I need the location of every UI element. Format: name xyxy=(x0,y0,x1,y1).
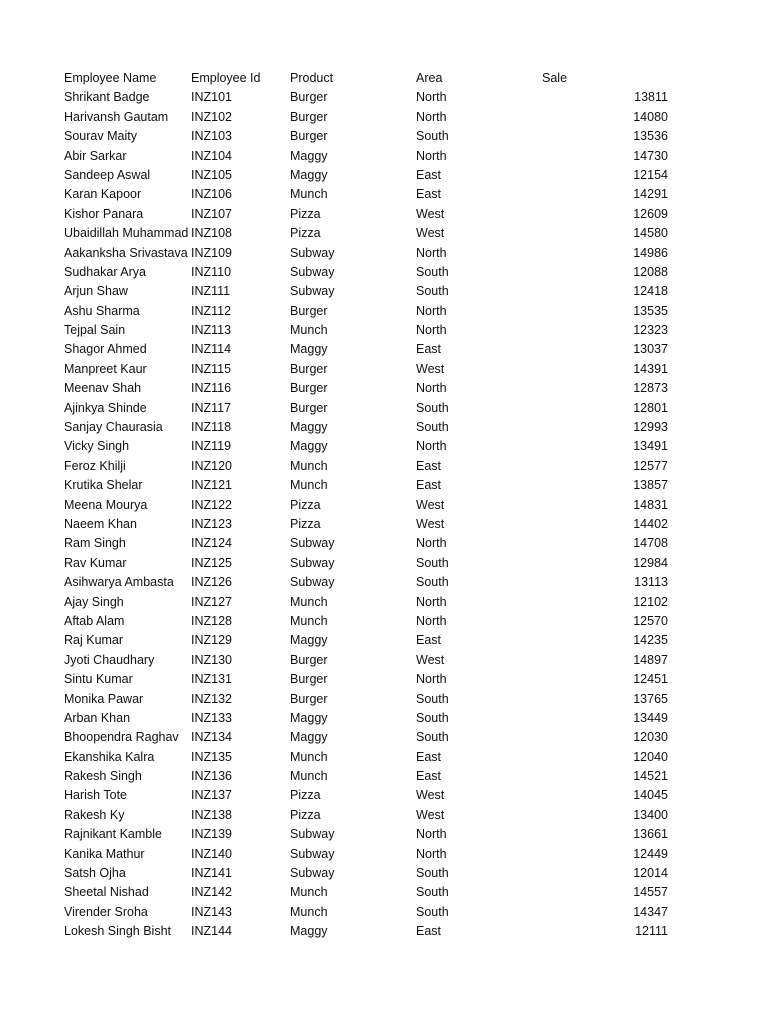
cell-product: Munch xyxy=(290,769,328,784)
cell-employee-id: INZ119 xyxy=(191,439,232,454)
cell-product: Pizza xyxy=(290,516,321,531)
cell-employee-name: Sintu Kumar xyxy=(64,672,133,687)
table-row xyxy=(64,728,704,747)
cell-employee-name: Ashu Sharma xyxy=(64,303,140,318)
table-row xyxy=(64,573,704,592)
cell-employee-id: INZ122 xyxy=(191,497,232,512)
table-row xyxy=(64,903,704,922)
cell-area: West xyxy=(416,226,445,241)
cell-employee-name: Sandeep Aswal xyxy=(64,167,151,182)
cell-sale: 14235 xyxy=(633,633,668,648)
cell-employee-id: INZ103 xyxy=(191,129,232,144)
cell-employee-id: INZ131 xyxy=(191,672,232,687)
cell-sale: 13535 xyxy=(633,303,668,318)
cell-employee-name: Aakanksha Srivastava xyxy=(64,245,188,260)
cell-sale: 12088 xyxy=(633,264,668,279)
cell-product: Pizza xyxy=(290,807,321,822)
cell-product: Pizza xyxy=(290,788,321,803)
table-row xyxy=(64,883,704,902)
cell-employee-id: INZ128 xyxy=(191,613,232,628)
table-row xyxy=(64,147,704,166)
cell-employee-name: Aftab Alam xyxy=(64,613,125,628)
table-row xyxy=(64,593,704,612)
cell-product: Burger xyxy=(290,652,328,667)
cell-employee-name: Meenav Shah xyxy=(64,381,142,396)
cell-employee-name: Sanjay Chaurasia xyxy=(64,420,163,435)
cell-area: North xyxy=(416,148,447,163)
cell-employee-name: Ekanshika Kalra xyxy=(64,749,155,764)
table-row xyxy=(64,399,704,418)
cell-employee-id: INZ135 xyxy=(191,749,232,764)
cell-sale: 12418 xyxy=(633,284,668,299)
cell-employee-name: Arban Khan xyxy=(64,710,131,725)
cell-employee-name: Harish Tote xyxy=(64,788,127,803)
cell-product: Munch xyxy=(290,478,328,493)
cell-employee-name: Raj Kumar xyxy=(64,633,124,648)
cell-employee-id: INZ130 xyxy=(191,652,232,667)
cell-area: South xyxy=(416,904,449,919)
cell-sale: 14730 xyxy=(633,148,668,163)
cell-sale: 14831 xyxy=(633,497,668,512)
cell-employee-name: Karan Kapoor xyxy=(64,187,142,202)
table-row xyxy=(64,748,704,767)
cell-employee-id: INZ139 xyxy=(191,827,232,842)
table-row xyxy=(64,612,704,631)
cell-employee-id: INZ129 xyxy=(191,633,232,648)
cell-sale: 13449 xyxy=(633,710,668,725)
cell-employee-name: Jyoti Chaudhary xyxy=(64,652,155,667)
table-row xyxy=(64,496,704,515)
cell-sale: 12102 xyxy=(633,594,668,609)
cell-sale: 14080 xyxy=(633,109,668,124)
cell-area: North xyxy=(416,381,447,396)
table-row xyxy=(64,205,704,224)
cell-product: Burger xyxy=(290,129,328,144)
table-row xyxy=(64,670,704,689)
cell-area: West xyxy=(416,206,445,221)
cell-area: West xyxy=(416,361,445,376)
cell-employee-name: Meena Mourya xyxy=(64,497,148,512)
cell-sale: 12030 xyxy=(633,730,668,745)
cell-area: North xyxy=(416,323,447,338)
cell-product: Maggy xyxy=(290,633,328,648)
cell-employee-id: INZ118 xyxy=(191,420,232,435)
header-employee-name: Employee Name xyxy=(64,71,157,85)
cell-employee-id: INZ101 xyxy=(191,90,232,105)
cell-employee-name: Asihwarya Ambasta xyxy=(64,575,174,590)
cell-employee-name: Ram Singh xyxy=(64,536,126,551)
cell-sale: 12111 xyxy=(635,924,668,939)
cell-area: North xyxy=(416,303,447,318)
cell-sale: 12154 xyxy=(633,167,668,182)
cell-employee-name: Sheetal Nishad xyxy=(64,885,149,900)
cell-sale: 14708 xyxy=(633,536,668,551)
cell-employee-name: Ajinkya Shinde xyxy=(64,400,147,415)
cell-product: Maggy xyxy=(290,148,328,163)
table-row xyxy=(64,244,704,263)
cell-area: South xyxy=(416,264,449,279)
cell-employee-name: Shrikant Badge xyxy=(64,90,150,105)
cell-employee-id: INZ134 xyxy=(191,730,232,745)
cell-sale: 12449 xyxy=(633,846,668,861)
cell-employee-id: INZ142 xyxy=(191,885,232,900)
cell-employee-name: Satsh Ojha xyxy=(64,866,126,881)
cell-sale: 13661 xyxy=(633,827,668,842)
cell-area: South xyxy=(416,710,449,725)
cell-employee-name: Harivansh Gautam xyxy=(64,109,169,124)
cell-employee-name: Shagor Ahmed xyxy=(64,342,147,357)
cell-product: Burger xyxy=(290,691,328,706)
cell-area: North xyxy=(416,90,447,105)
cell-sale: 13811 xyxy=(634,90,668,105)
cell-product: Maggy xyxy=(290,439,328,454)
cell-employee-id: INZ138 xyxy=(191,807,232,822)
table-row xyxy=(64,515,704,534)
cell-sale: 14986 xyxy=(633,245,668,260)
table-row xyxy=(64,806,704,825)
cell-product: Subway xyxy=(290,536,335,551)
cell-area: North xyxy=(416,672,447,687)
cell-employee-id: INZ136 xyxy=(191,769,232,784)
cell-employee-id: INZ121 xyxy=(191,478,232,493)
table-row xyxy=(64,321,704,340)
cell-sale: 14347 xyxy=(633,904,668,919)
cell-employee-name: Monika Pawar xyxy=(64,691,144,706)
table-row xyxy=(64,437,704,456)
cell-area: North xyxy=(416,536,447,551)
cell-product: Munch xyxy=(290,187,328,202)
cell-product: Pizza xyxy=(290,226,321,241)
cell-product: Munch xyxy=(290,613,328,628)
cell-employee-name: Arjun Shaw xyxy=(64,284,128,299)
cell-sale: 12577 xyxy=(633,458,668,473)
cell-employee-id: INZ106 xyxy=(191,187,232,202)
cell-employee-id: INZ143 xyxy=(191,904,232,919)
cell-area: East xyxy=(416,187,442,202)
cell-product: Munch xyxy=(290,885,328,900)
cell-area: West xyxy=(416,807,445,822)
cell-area: South xyxy=(416,885,449,900)
cell-product: Munch xyxy=(290,594,328,609)
cell-employee-name: Bhoopendra Raghav xyxy=(64,730,179,745)
cell-employee-id: INZ125 xyxy=(191,555,232,570)
cell-employee-name: Ubaidillah Muhammad xyxy=(64,226,188,241)
cell-employee-id: INZ107 xyxy=(191,206,232,221)
cell-employee-name: Rakesh Singh xyxy=(64,769,142,784)
cell-product: Pizza xyxy=(290,497,321,512)
cell-sale: 13857 xyxy=(633,478,668,493)
cell-sale: 14580 xyxy=(633,226,668,241)
cell-area: South xyxy=(416,129,449,144)
table-row xyxy=(64,845,704,864)
cell-employee-id: INZ123 xyxy=(191,516,232,531)
table-row xyxy=(64,166,704,185)
cell-product: Munch xyxy=(290,458,328,473)
cell-area: East xyxy=(416,924,442,939)
table-row xyxy=(64,379,704,398)
cell-product: Munch xyxy=(290,749,328,764)
cell-employee-name: Kanika Mathur xyxy=(64,846,145,861)
cell-sale: 13765 xyxy=(633,691,668,706)
table-row xyxy=(64,767,704,786)
cell-sale: 14521 xyxy=(633,769,668,784)
cell-product: Subway xyxy=(290,575,335,590)
cell-product: Munch xyxy=(290,323,328,338)
cell-product: Maggy xyxy=(290,420,328,435)
cell-product: Subway xyxy=(290,827,335,842)
cell-sale: 14291 xyxy=(633,187,668,202)
cell-area: South xyxy=(416,575,449,590)
cell-product: Subway xyxy=(290,264,335,279)
table-row xyxy=(64,418,704,437)
cell-area: East xyxy=(416,342,442,357)
cell-area: West xyxy=(416,788,445,803)
cell-employee-id: INZ105 xyxy=(191,167,232,182)
table-row xyxy=(64,302,704,321)
cell-employee-id: INZ127 xyxy=(191,594,232,609)
cell-area: North xyxy=(416,846,447,861)
cell-employee-id: INZ104 xyxy=(191,148,232,163)
cell-product: Maggy xyxy=(290,710,328,725)
cell-sale: 12984 xyxy=(633,555,668,570)
cell-employee-name: Rav Kumar xyxy=(64,555,127,570)
cell-sale: 12873 xyxy=(633,381,668,396)
cell-employee-name: Sudhakar Arya xyxy=(64,264,146,279)
cell-area: North xyxy=(416,613,447,628)
cell-employee-id: INZ108 xyxy=(191,226,232,241)
cell-employee-id: INZ102 xyxy=(191,109,232,124)
cell-employee-name: Rajnikant Kamble xyxy=(64,827,162,842)
cell-sale: 12609 xyxy=(633,206,668,221)
table-row xyxy=(64,108,704,127)
cell-sale: 13113 xyxy=(634,575,668,590)
cell-sale: 12323 xyxy=(633,323,668,338)
cell-sale: 13037 xyxy=(633,342,668,357)
table-row xyxy=(64,864,704,883)
header-product: Product xyxy=(290,71,334,85)
cell-employee-id: INZ140 xyxy=(191,846,232,861)
cell-area: North xyxy=(416,594,447,609)
cell-area: South xyxy=(416,555,449,570)
cell-employee-name: Vicky Singh xyxy=(64,439,130,454)
cell-product: Maggy xyxy=(290,730,328,745)
cell-sale: 12040 xyxy=(633,749,668,764)
table-row xyxy=(64,127,704,146)
cell-area: North xyxy=(416,827,447,842)
cell-employee-name: Ajay Singh xyxy=(64,594,124,609)
cell-area: East xyxy=(416,478,442,493)
cell-employee-id: INZ114 xyxy=(191,342,232,357)
cell-area: South xyxy=(416,420,449,435)
cell-area: West xyxy=(416,652,445,667)
cell-area: West xyxy=(416,497,445,512)
cell-area: South xyxy=(416,866,449,881)
cell-employee-name: Feroz Khilji xyxy=(64,458,126,473)
table-row xyxy=(64,185,704,204)
cell-employee-name: Lokesh Singh Bisht xyxy=(64,924,172,939)
table-row xyxy=(64,340,704,359)
cell-sale: 14402 xyxy=(633,516,668,531)
cell-sale: 14045 xyxy=(633,788,668,803)
cell-area: West xyxy=(416,516,445,531)
cell-product: Burger xyxy=(290,303,328,318)
cell-employee-id: INZ115 xyxy=(191,361,232,376)
cell-product: Maggy xyxy=(290,167,328,182)
cell-employee-name: Sourav Maity xyxy=(64,129,137,144)
table-row xyxy=(64,263,704,282)
table-row xyxy=(64,224,704,243)
cell-area: North xyxy=(416,245,447,260)
cell-area: North xyxy=(416,439,447,454)
cell-product: Maggy xyxy=(290,342,328,357)
table-row xyxy=(64,554,704,573)
cell-product: Subway xyxy=(290,846,335,861)
cell-employee-id: INZ111 xyxy=(191,284,231,299)
cell-sale: 12570 xyxy=(633,613,668,628)
cell-area: East xyxy=(416,769,442,784)
cell-area: East xyxy=(416,458,442,473)
cell-area: East xyxy=(416,167,442,182)
sales-table xyxy=(64,69,704,942)
table-header-row xyxy=(64,69,704,88)
cell-employee-id: INZ126 xyxy=(191,575,232,590)
cell-employee-id: INZ120 xyxy=(191,458,232,473)
table-row xyxy=(64,457,704,476)
table-row xyxy=(64,690,704,709)
cell-sale: 13400 xyxy=(633,807,668,822)
cell-product: Subway xyxy=(290,866,335,881)
cell-area: East xyxy=(416,749,442,764)
table-row xyxy=(64,88,704,107)
cell-sale: 12801 xyxy=(633,400,668,415)
cell-area: South xyxy=(416,730,449,745)
table-row xyxy=(64,651,704,670)
cell-sale: 14557 xyxy=(633,885,668,900)
cell-sale: 12014 xyxy=(633,866,668,881)
table-row xyxy=(64,922,704,941)
cell-product: Burger xyxy=(290,672,328,687)
cell-employee-name: Naeem Khan xyxy=(64,516,137,531)
cell-employee-id: INZ137 xyxy=(191,788,232,803)
cell-sale: 14391 xyxy=(633,361,668,376)
header-area: Area xyxy=(416,71,443,85)
cell-employee-id: INZ124 xyxy=(191,536,232,551)
cell-area: South xyxy=(416,284,449,299)
table-row xyxy=(64,360,704,379)
cell-employee-id: INZ133 xyxy=(191,710,232,725)
header-employee-id: Employee Id xyxy=(191,71,261,85)
cell-sale: 13491 xyxy=(633,439,668,454)
cell-employee-name: Rakesh Ky xyxy=(64,807,125,822)
cell-product: Burger xyxy=(290,90,328,105)
table-row xyxy=(64,631,704,650)
cell-product: Maggy xyxy=(290,924,328,939)
cell-sale: 12451 xyxy=(633,672,668,687)
cell-product: Burger xyxy=(290,381,328,396)
cell-employee-id: INZ116 xyxy=(191,381,232,396)
header-sale: Sale xyxy=(542,71,568,85)
cell-product: Subway xyxy=(290,245,335,260)
cell-employee-id: INZ113 xyxy=(191,323,232,338)
cell-employee-name: Manpreet Kaur xyxy=(64,361,147,376)
table-row xyxy=(64,786,704,805)
cell-area: South xyxy=(416,691,449,706)
cell-employee-id: INZ109 xyxy=(191,245,232,260)
table-row xyxy=(64,534,704,553)
cell-employee-name: Abir Sarkar xyxy=(64,148,127,163)
cell-employee-id: INZ117 xyxy=(191,400,232,415)
cell-employee-name: Krutika Shelar xyxy=(64,478,143,493)
cell-sale: 14897 xyxy=(633,652,668,667)
cell-product: Burger xyxy=(290,361,328,376)
cell-employee-id: INZ132 xyxy=(191,691,232,706)
cell-employee-name: Kishor Panara xyxy=(64,206,144,221)
table-row xyxy=(64,282,704,301)
cell-sale: 12993 xyxy=(633,420,668,435)
cell-employee-id: INZ144 xyxy=(191,924,232,939)
table-body xyxy=(64,88,704,941)
cell-product: Burger xyxy=(290,400,328,415)
cell-product: Burger xyxy=(290,109,328,124)
cell-product: Subway xyxy=(290,284,335,299)
cell-area: North xyxy=(416,109,447,124)
cell-area: East xyxy=(416,633,442,648)
cell-employee-id: INZ110 xyxy=(191,264,232,279)
cell-employee-name: Virender Sroha xyxy=(64,904,148,919)
table-row xyxy=(64,476,704,495)
cell-product: Pizza xyxy=(290,206,321,221)
cell-employee-id: INZ112 xyxy=(191,303,232,318)
cell-area: South xyxy=(416,400,449,415)
cell-product: Subway xyxy=(290,555,335,570)
cell-employee-name: Tejpal Sain xyxy=(64,323,126,338)
table-row xyxy=(64,825,704,844)
table-row xyxy=(64,709,704,728)
cell-sale: 13536 xyxy=(633,129,668,144)
cell-employee-id: INZ141 xyxy=(191,866,232,881)
cell-product: Munch xyxy=(290,904,328,919)
